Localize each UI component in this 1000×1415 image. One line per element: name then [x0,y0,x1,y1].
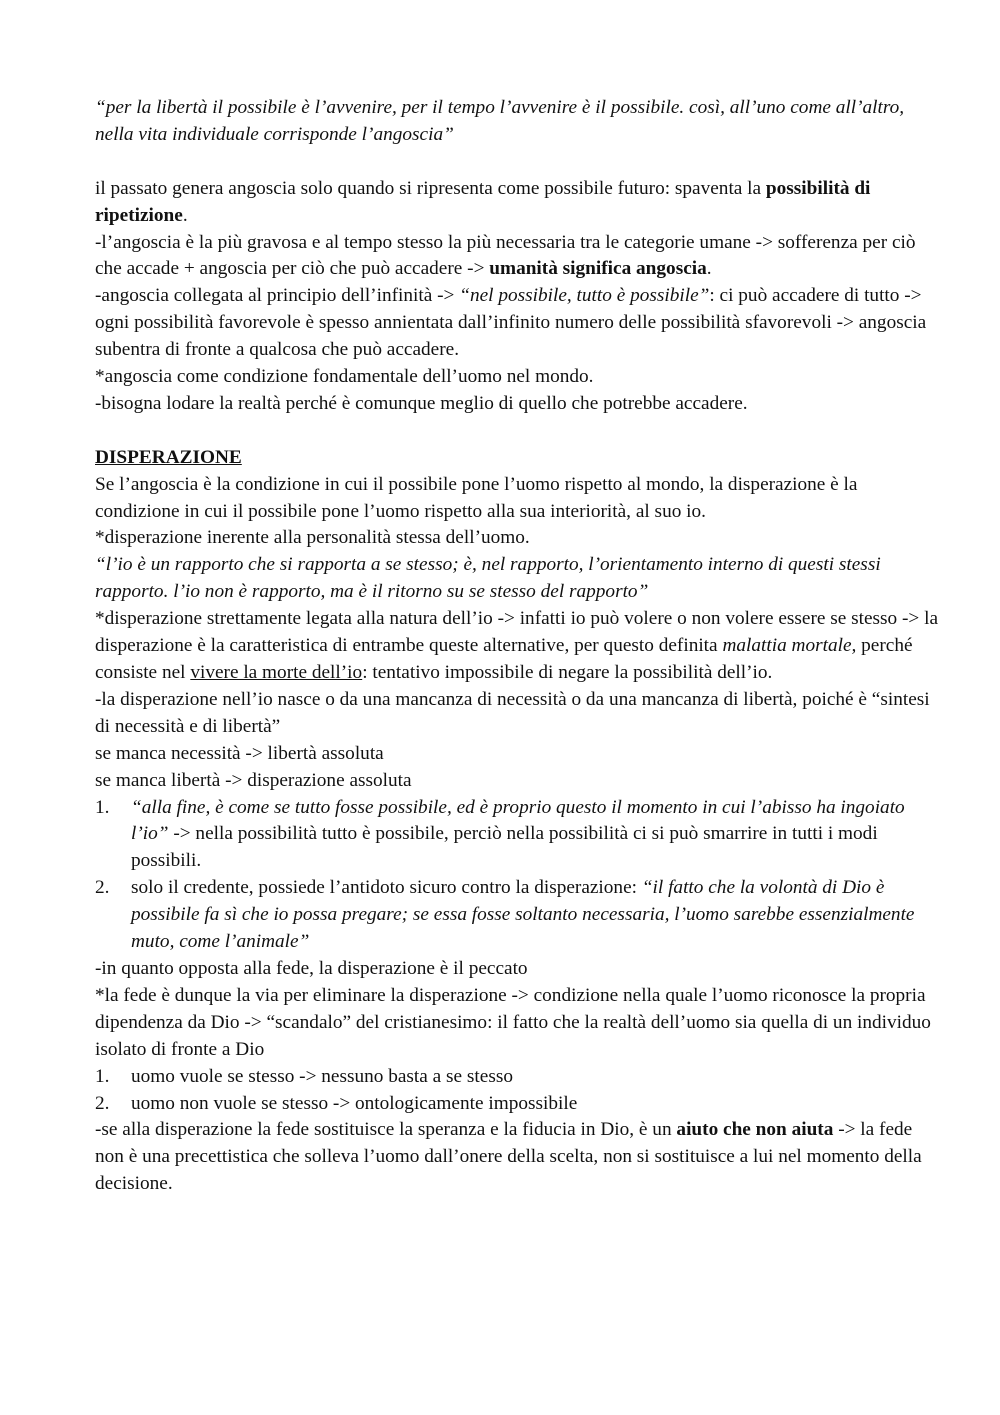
text: -angoscia collegata al principio dell’infinità -> [95,285,460,307]
paragraph-despair-inherent: *disperazione inerente alla personalità stessa dell’uomo. [95,527,530,549]
list-item [95,795,940,876]
numbered-list-self [95,1064,940,1118]
intro-quote: “per la libertà il possibile è l’avvenire, per il tempo l’avvenire è il possibile. così, all’uno come all’altro, nella vita individuale corrisponde l’angoscia” [95,97,905,145]
paragraph-sin: -in quanto opposta alla fede, la disperazione è il peccato [95,957,528,979]
underlined-text: vivere la morte dell’io [190,662,363,683]
text: : ci può accadere di tutto -> ogni possibilità favorevole è spesso annientata dall’infinito numero delle possibilità sfavorevoli -> angoscia subentra di fronte a qualcosa che può accadere. [95,285,927,361]
list-number: 2. [95,877,110,899]
text: perché consiste nel [95,635,913,683]
paragraph-lack-freedom: se manca libertà -> disperazione assoluta [95,769,412,791]
text: . [182,204,188,226]
numbered-list-abyss [95,795,940,956]
quote-io-rapporto: “l’io è un rapporto che si rapporta a se stesso; è, nel rapporto, l’orientamento interno di questi stessi rapporto. l’io non è rapporto, ma è il ritorno su se stesso del rapporto” [95,554,881,603]
paragraph-necessity-freedom: -la disperazione nell’io nasce o da una mancanza di necessità o da una mancanza di libertà, poiché è “sintesi di necessità e di libertà” [95,688,930,737]
text: uomo vuole se stesso -> nessuno basta a se stesso [131,1065,513,1087]
paragraph-nature-io [95,606,940,687]
italic-text: malattia mortale, [722,635,857,657]
italic-quote: “il fatto che la volontà di Dio è possibile fa sì che io possa pregare; se essa fosse soltanto necessaria, l’uomo sarebbe essenzialmente muto, come l’animale” [131,877,915,953]
text: *disperazione strettamente legata alla natura dell’io -> infatti io può volere o non volere essere se stesso -> la disperazione è la caratteristica di entrambe queste alternative, per questo definita [95,608,939,657]
paragraph-anguish-categories [95,230,940,284]
paragraph-praise-reality: -bisogna lodare la realtà perché è comunque meglio di quello che potrebbe accadere. [95,392,748,414]
text: -l’angoscia è la più gravosa e al tempo stesso la più necessaria tra le categorie umane -> sofferenza per ciò che accade + angoscia per ciò che può accadere -> [95,231,916,280]
list-number: 2. [95,1092,110,1114]
list-item [95,1064,940,1091]
text: uomo non vuole se stesso -> ontologicamente impossibile [131,1092,578,1114]
paragraph-faith: *la fede è dunque la via per eliminare la disperazione -> condizione nella quale l’uomo riconosce la propria dipendenza da Dio -> “scandalo” del cristianesimo: il fatto che la realtà dell’uomo sia quella di un individuo isolato di fronte a Dio [95,984,931,1060]
paragraph-fundamental-condition: *angoscia come condizione fondamentale dell’uomo nel mondo. [95,366,594,388]
spacer [95,418,940,445]
list-item [95,875,940,956]
section-heading: DISPERAZIONE [95,446,242,468]
text: : tentativo impossibile di negare la possibilità dell’io. [362,662,773,683]
bold-text: aiuto che non aiuta [676,1119,834,1141]
spacer [95,149,940,176]
italic-quote: “nel possibile, tutto è possibile” [459,285,710,307]
list-item [95,1091,940,1118]
list-number: 1. [95,1065,110,1087]
bold-text: umanità significa angoscia [489,258,707,280]
text: solo il credente, possiede l’antidoto sicuro contro la disperazione: [131,877,642,899]
text: -> nella possibilità tutto è possibile, perciò nella possibilità ci si può smarrire in tutti i modi possibili. [131,823,878,872]
paragraph-lack-necessity: se manca necessità -> libertà assoluta [95,742,384,764]
paragraph-despair-definition: Se l’angoscia è la condizione in cui il possibile pone l’uomo rispetto al mondo, la disperazione è la condizione in cui il possibile pone l’uomo rispetto alla sua interiorità, al suo io. [95,473,858,522]
paragraph-past-anguish [95,176,940,230]
text: . [706,258,712,280]
italic-quote: “alla fine, è come se tutto fosse possibile, ed è proprio questo il momento in cui l’abisso ha ingoiato l’io” [131,796,905,845]
paragraph-help-not-help [95,1117,940,1198]
text: -> la fede non è una precettistica che solleva l’uomo dall’onere della scelta, non si sostituisce a lui nel momento della decisione. [95,1119,922,1195]
bold-text: possibilità di ripetizione [95,177,871,226]
text: -se alla disperazione la fede sostituisce la speranza e la fiducia in Dio, è un [95,1119,677,1141]
text: il passato genera angoscia solo quando si ripresenta come possibile futuro: spaventa la [95,177,766,199]
paragraph-infinity [95,283,940,364]
list-number: 1. [95,796,110,818]
